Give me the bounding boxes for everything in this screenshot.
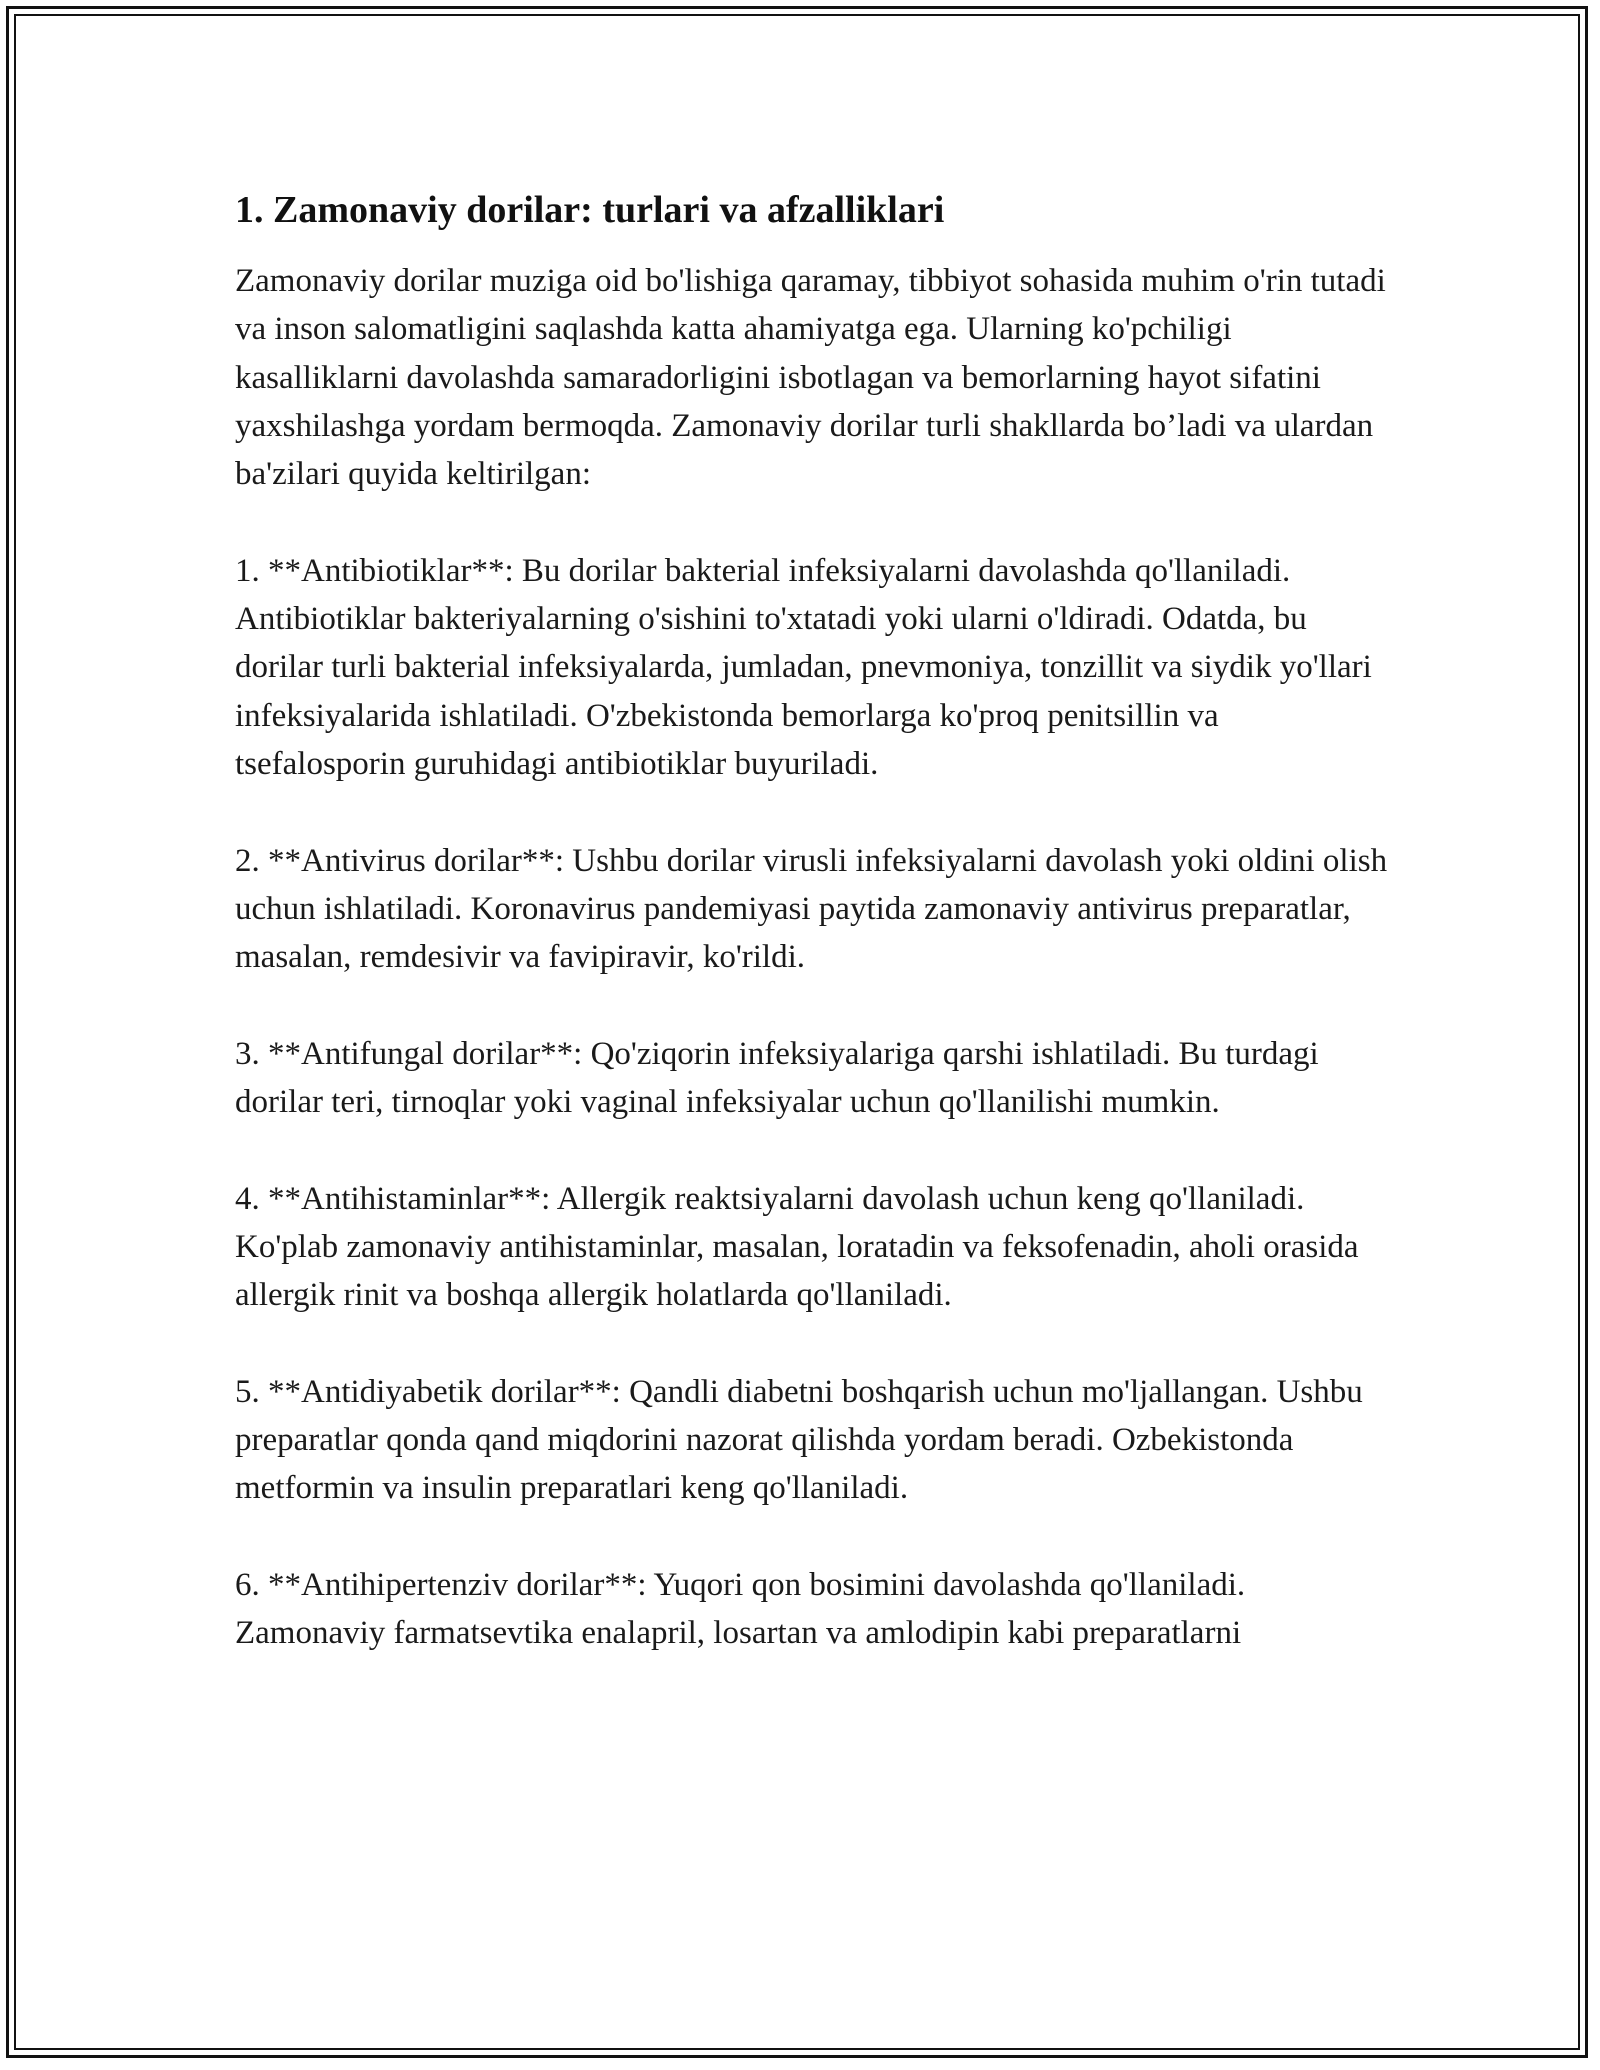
antihistamine-paragraph: 4. **Antihistaminlar**: Allergik reaktsiyalarni davolash uchun keng qo'llaniladi. Ko'plab zamonaviy antihistaminlar, masalan, loratadin va feksofenadin, aholi orasida allergik rinit va boshqa allergik holatlarda qo'llaniladi. [235,1180,1359,1314]
antihypertensive-paragraph: 6. **Antihipertenziv dorilar**: Yuqori qon bosimini davolashda qo'llaniladi. Zamonaviy farmatsevtika enalapril, losartan va amlodipin kabi preparatlarni [235,1567,1246,1652]
intro-paragraph: Zamonaviy dorilar muziga oid bo'lishiga qaramay, tibbiyot sohasida muhim o'rin tutadi va inson salomatligini saqlashda katta ahamiyatga ega. Ularning ko'pchiligi kasalliklarni davolashda samaradorligini isbotlagan va bemorlarning hayot sifatini yaxshilashga yordam bermoqda. Zamonaviy dorilar turli shakllarda bo’ladi va ulardan ba'zilari quyida keltirilgan: [235,263,1386,493]
antifungal-paragraph: 3. **Antifungal dorilar**: Qo'ziqorin infeksiyalariga qarshi ishlatiladi. Bu turdagi dorilar teri, tirnoqlar yoki vaginal infeksiyalar uchun qo'llanilishi mumkin. [235,1035,1319,1121]
antiviral-paragraph: 2. **Antivirus dorilar**: Ushbu dorilar virusli infeksiyalarni davolash yoki oldini olish uchun ishlatiladi. Koronavirus pandemiyasi paytida zamonaviy antivirus preparatlar, masalan, remdesivir va favipiravir, ko'rildi. [235,842,1388,976]
document-body [235,186,1395,1658]
antidiabetic-paragraph: 5. **Antidiyabetik dorilar**: Qandli diabetni boshqarish uchun mo'ljallangan. Ushbu preparatlar qonda qand miqdorini nazorat qilishda yordam beradi. Ozbekistonda metformin va insulin preparatlari keng qo'llaniladi. [235,1373,1363,1507]
antibiotics-paragraph: 1. **Antibiotiklar**: Bu dorilar bakterial infeksiyalarni davolashda qo'llaniladi. Antibiotiklar bakteriyalarning o'sishini to'xtatadi yoki ularni o'ldiradi. Odatda, bu dorilar turli bakterial infeksiyalarda, jumladan, pnevmoniya, tonzillit va siydik yo'llari infeksiyalarida ishlatiladi. O'zbekistonda bemorlarga ko'proq penitsillin va tsefalosporin guruhidagi antibiotiklar buyuriladi. [235,552,1372,782]
document-title: 1. Zamonaviy dorilar: turlari va afzalliklari [235,189,945,231]
